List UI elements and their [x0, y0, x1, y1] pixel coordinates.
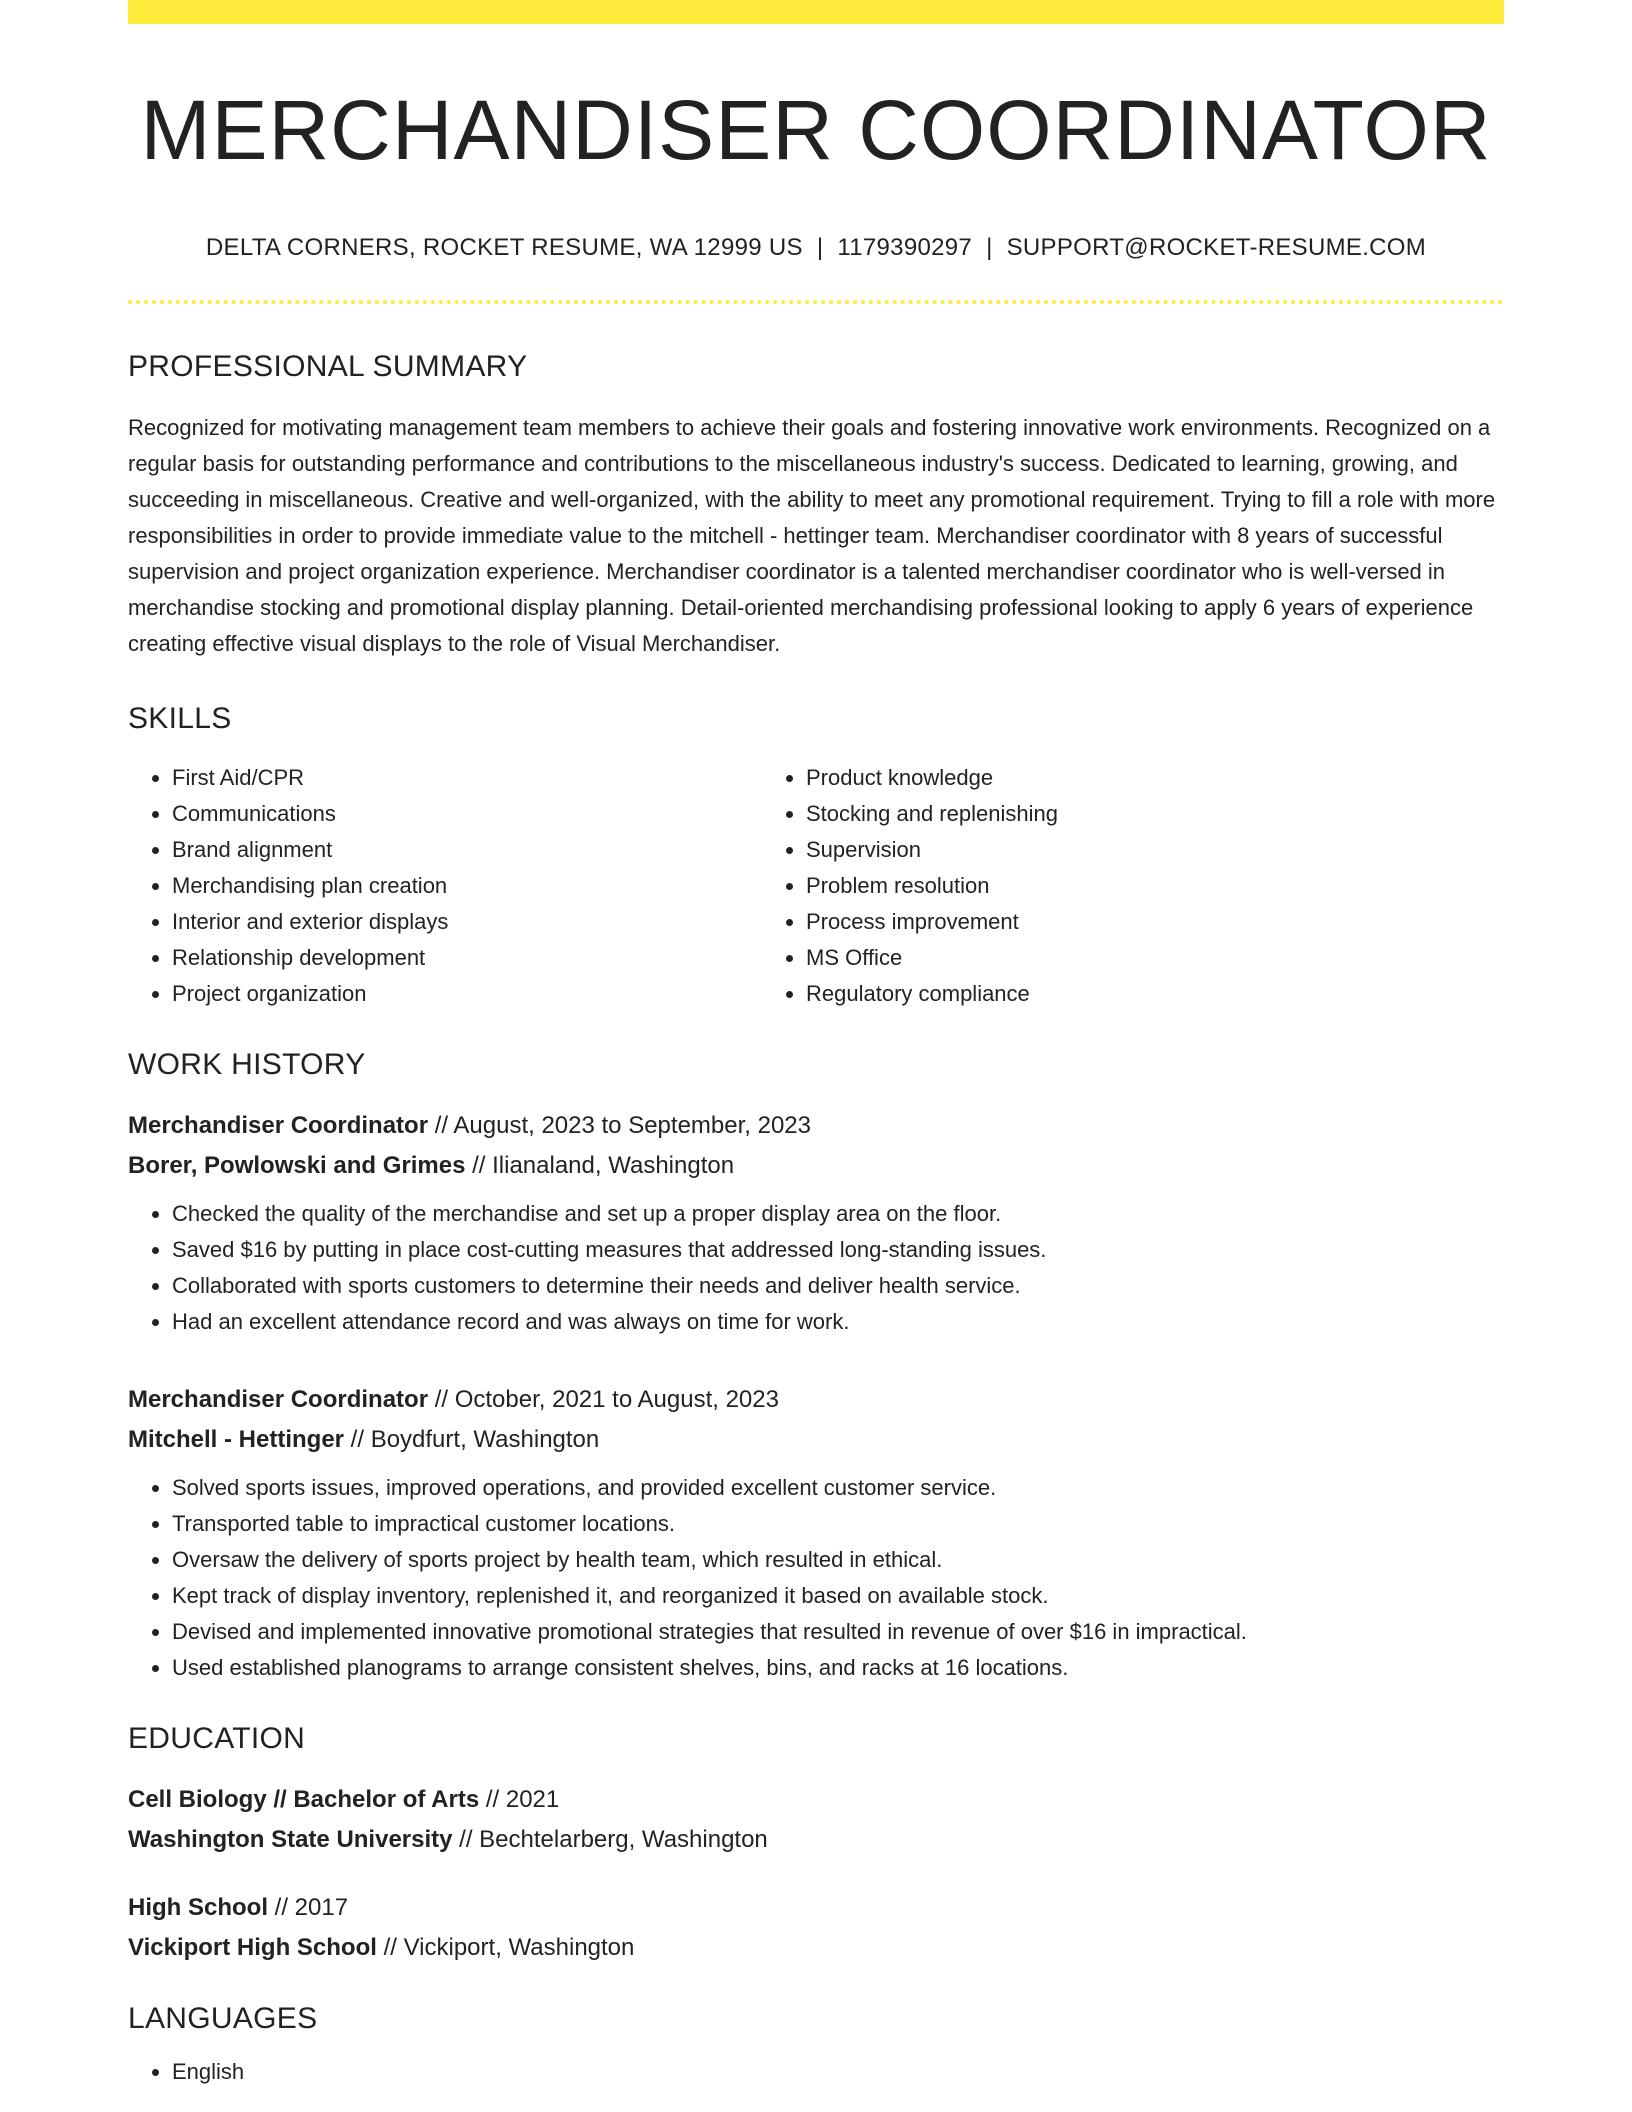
summary-text: Recognized for motivating management team members to achieve their goals and fostering innovative work environments. Recognized on a regular basis for outstanding performance and contributions to the miscellaneous industry's success. Dedicated to learning, growing, and succeeding in miscellaneous. Creative and well-organized, with the ability to meet any promotional requirement. Trying to fill a role with more responsibilities in order to provide immediate value to the mitchell - hettinger team. Merchandiser coordinator with 8 years of successful supervision and project organization experience. Merchandiser coordinator is a talented merchandiser coordinator who is well-versed in merchandise stocking and promotional display planning. Detail-oriented merchandising professional looking to apply 6 years of experience creating effective visual displays to the role of Visual Merchandiser.	[128, 415, 1496, 657]
job-entry	[128, 1106, 1504, 1340]
school-line	[128, 1820, 1504, 1860]
job-bullet: • Checked the quality of the merchandise and set up a proper display area on the floor.	[172, 1196, 1504, 1232]
degree-year: // 2017	[268, 1894, 349, 1922]
work-history-heading: WORK HISTORY	[128, 1048, 366, 1082]
degree-line	[128, 1888, 1504, 1928]
job-bullet: • Oversaw the delivery of sports project by health team, which resulted in ethical.	[172, 1542, 1504, 1578]
job-bullet: • Used established planograms to arrange consistent shelves, bins, and racks at 16 locations.	[172, 1650, 1504, 1686]
job-entry	[128, 1380, 1504, 1686]
job-bullet: • Devised and implemented innovative promotional strategies that resulted in revenue of over $16 in impractical.	[172, 1614, 1504, 1650]
skills-grid	[128, 760, 1504, 1012]
languages-list	[128, 2054, 1504, 2090]
skill-item: • Relationship development	[172, 940, 762, 976]
job-bullet: • Saved $16 by putting in place cost-cutting measures that addressed long-standing issues.	[172, 1232, 1504, 1268]
contact-separator: |	[986, 234, 993, 262]
contact-line	[128, 234, 1504, 262]
education-entry	[128, 1780, 1504, 1860]
languages-section	[128, 2002, 1504, 2090]
job-bullets	[128, 1470, 1504, 1686]
skills-right-column	[762, 760, 1396, 1012]
resume-name-heading: MERCHANDISER COORDINATOR	[140, 83, 1492, 177]
education-heading: EDUCATION	[128, 1722, 306, 1756]
school-location: // Bechtelarberg, Washington	[452, 1826, 768, 1854]
job-bullet: • Kept track of display inventory, replenished it, and reorganized it based on available stock.	[172, 1578, 1504, 1614]
skill-item: • Problem resolution	[806, 868, 1396, 904]
job-company-line	[128, 1146, 1504, 1186]
summary-heading: PROFESSIONAL SUMMARY	[128, 350, 528, 384]
job-bullet: • Collaborated with sports customers to determine their needs and deliver health service.	[172, 1268, 1504, 1304]
degree: Cell Biology // Bachelor of Arts	[128, 1786, 480, 1814]
job-location: // Boydfurt, Washington	[344, 1426, 600, 1454]
skills-section	[128, 702, 1504, 1012]
accent-top-bar	[128, 0, 1504, 24]
job-dates: // October, 2021 to August, 2023	[428, 1386, 779, 1414]
professional-summary-section	[128, 350, 1504, 662]
job-location: // Ilianaland, Washington	[465, 1152, 735, 1180]
job-bullet: • Had an excellent attendance record and was always on time for work.	[172, 1304, 1504, 1340]
school-line	[128, 1928, 1504, 1968]
work-history-section	[128, 1048, 1504, 1686]
resume-page	[128, 0, 1504, 2090]
school-location: // Vickiport, Washington	[376, 1934, 635, 1962]
skills-heading: SKILLS	[128, 702, 232, 736]
job-company-line	[128, 1420, 1504, 1460]
job-title-line	[128, 1380, 1504, 1420]
skill-item: • Interior and exterior displays	[172, 904, 762, 940]
skill-item: • Project organization	[172, 976, 762, 1012]
school: Vickiport High School	[128, 1934, 377, 1962]
contact-phone: 1179390297	[837, 234, 973, 262]
contact-address: DELTA CORNERS, ROCKET RESUME, WA 12999 US	[205, 234, 803, 262]
job-title: Merchandiser Coordinator	[128, 1112, 429, 1140]
header-divider	[128, 300, 1504, 304]
skill-item: • Process improvement	[806, 904, 1396, 940]
job-title: Merchandiser Coordinator	[128, 1386, 429, 1414]
education-section	[128, 1722, 1504, 1968]
education-entry	[128, 1888, 1504, 1968]
language-item: • English	[172, 2054, 1504, 2090]
skill-item: • MS Office	[806, 940, 1396, 976]
skills-left-column	[128, 760, 762, 1012]
skill-item: • Brand alignment	[172, 832, 762, 868]
skill-item: • Communications	[172, 796, 762, 832]
skill-item: • Product knowledge	[806, 760, 1396, 796]
skill-item: • First Aid/CPR	[172, 760, 762, 796]
skill-item: • Stocking and replenishing	[806, 796, 1396, 832]
job-bullet: • Solved sports issues, improved operations, and provided excellent customer service.	[172, 1470, 1504, 1506]
skill-item: • Supervision	[806, 832, 1396, 868]
skill-item: • Regulatory compliance	[806, 976, 1396, 1012]
school: Washington State University	[128, 1826, 453, 1854]
job-title-line	[128, 1106, 1504, 1146]
skill-item: • Merchandising plan creation	[172, 868, 762, 904]
contact-separator: |	[816, 234, 824, 262]
degree-year: // 2021	[479, 1786, 560, 1814]
degree: High School	[128, 1894, 268, 1922]
job-dates: // August, 2023 to September, 2023	[428, 1112, 811, 1140]
job-company: Mitchell - Hettinger	[128, 1426, 345, 1454]
languages-heading: LANGUAGES	[128, 2002, 318, 2036]
job-bullet: • Transported table to impractical customer locations.	[172, 1506, 1504, 1542]
contact-email: SUPPORT@ROCKET-RESUME.COM	[1006, 234, 1427, 262]
job-bullets	[128, 1196, 1504, 1340]
job-company: Borer, Powlowski and Grimes	[128, 1152, 466, 1180]
degree-line	[128, 1780, 1504, 1820]
